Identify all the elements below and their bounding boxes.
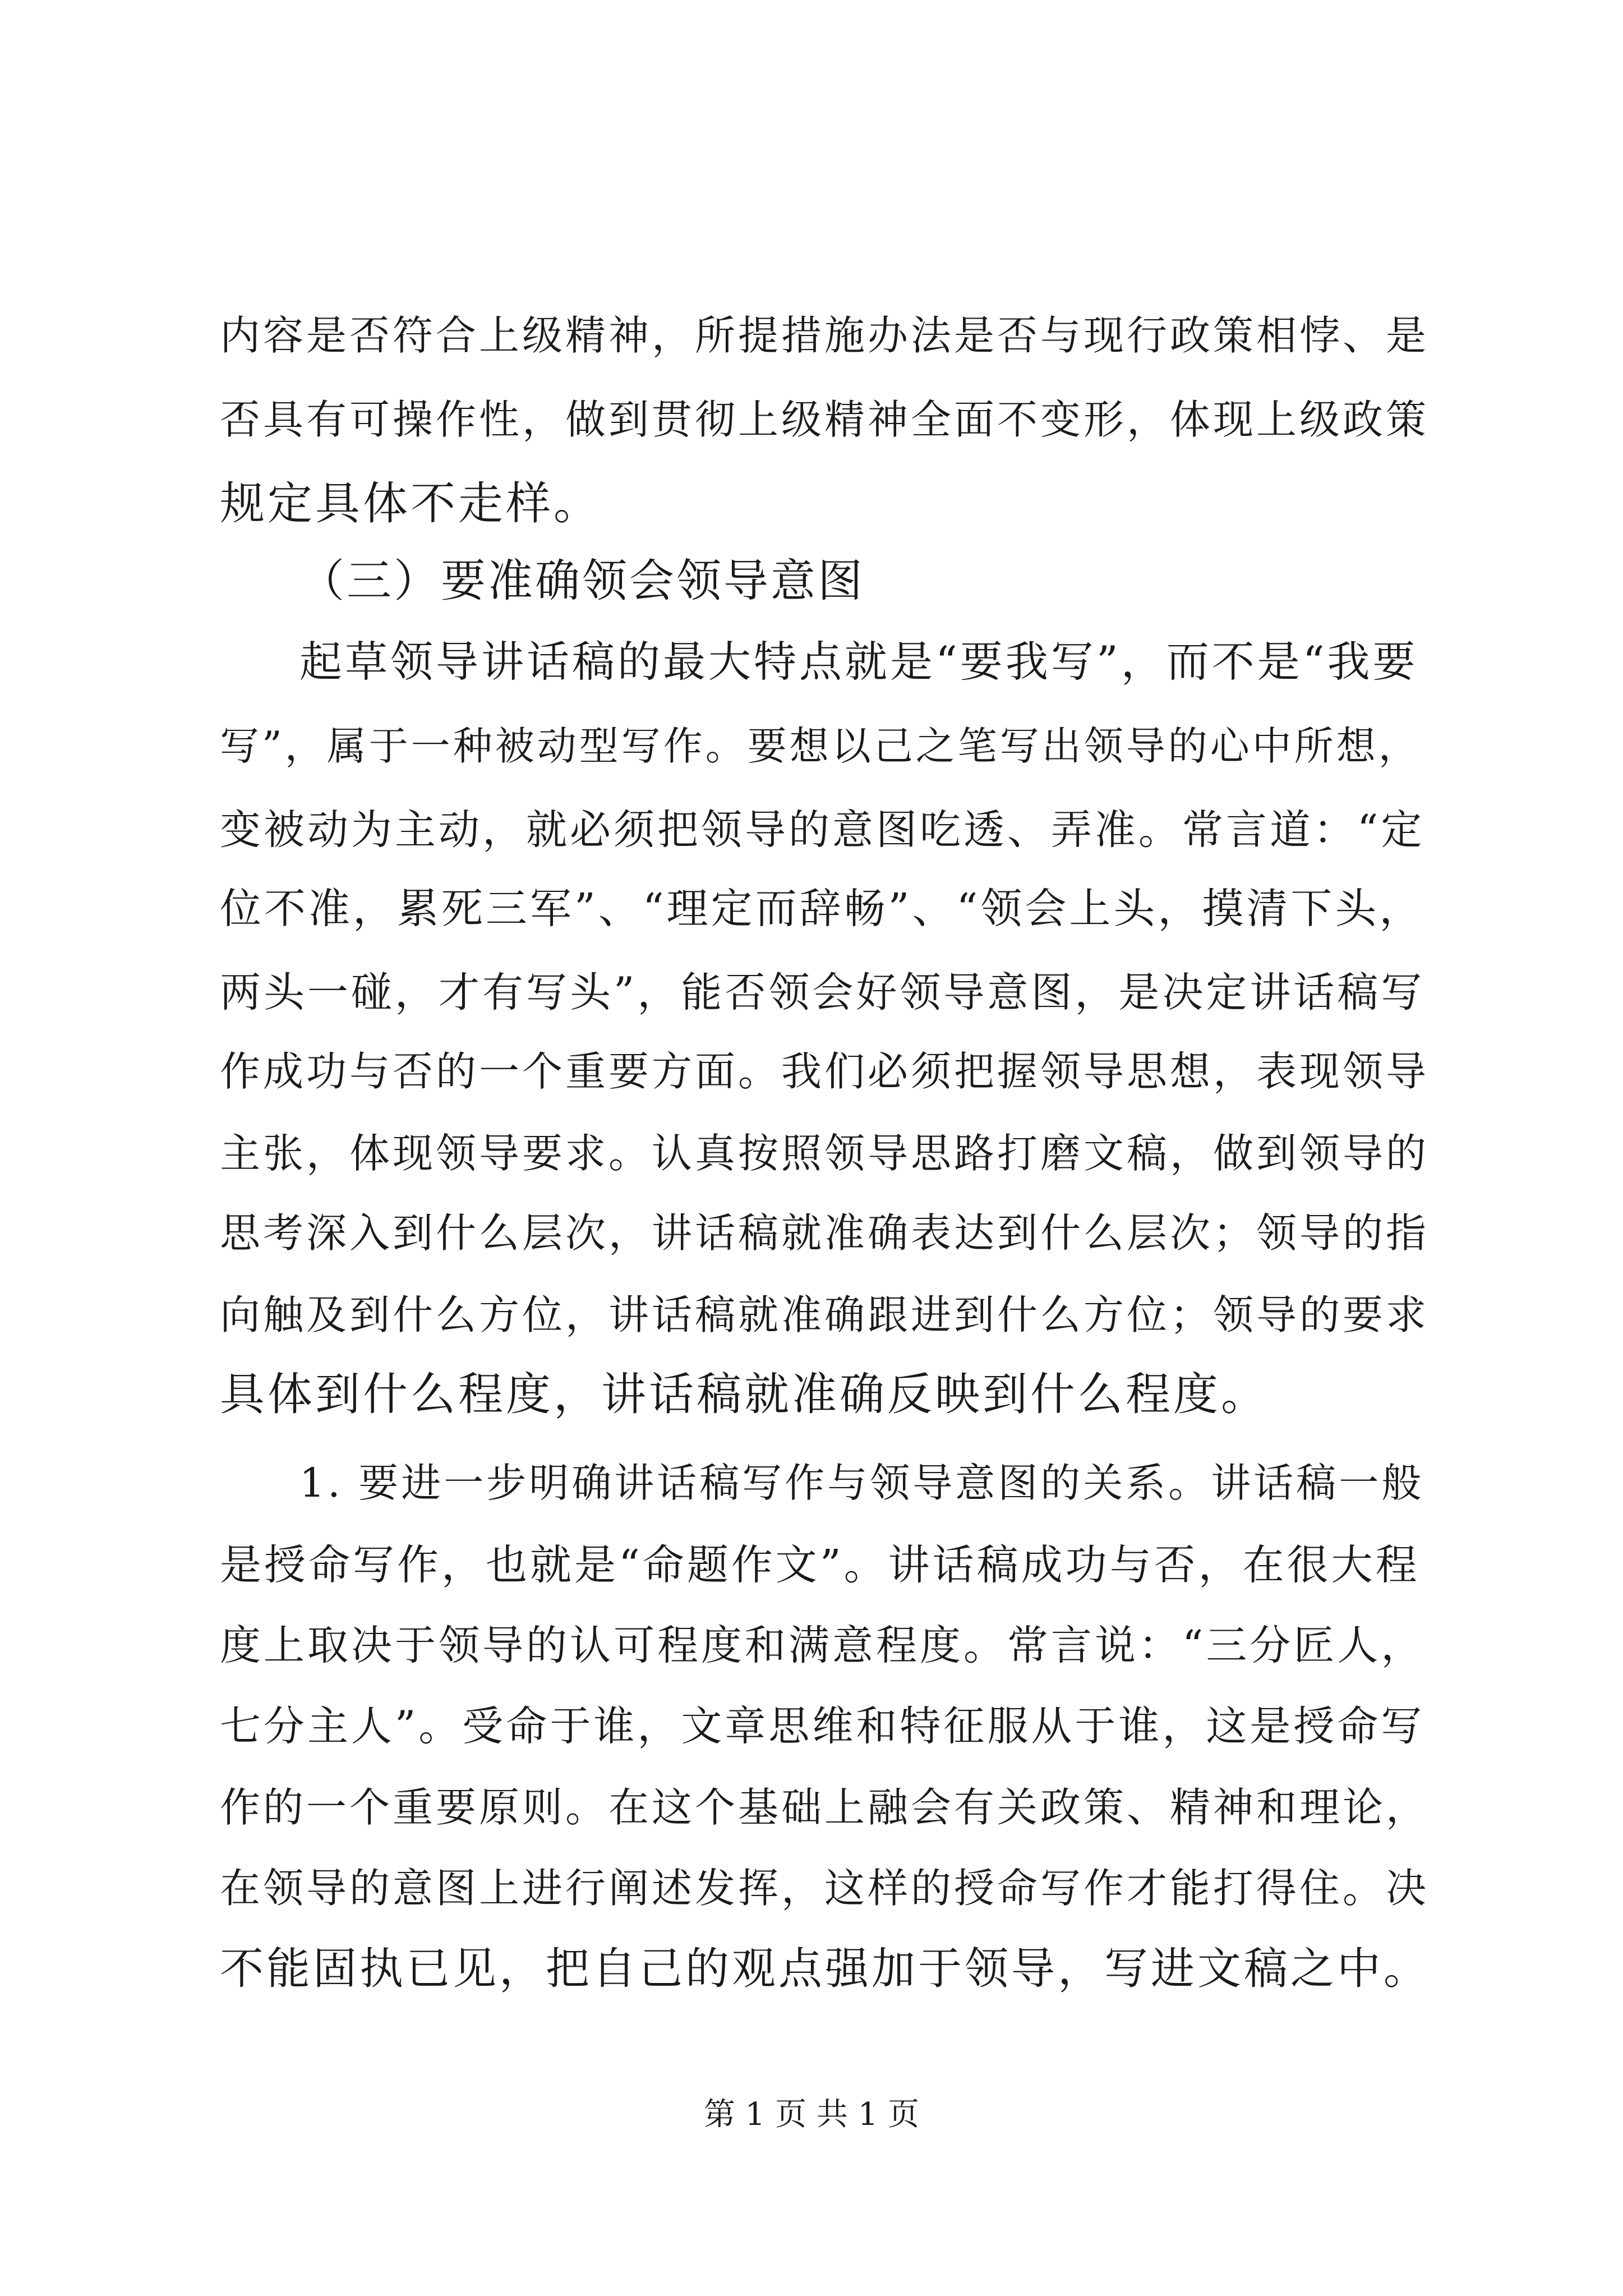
- para3-line-4: 七分主人”。受命于谁，文章思维和特征服从于谁，这是授命写: [220, 1703, 1425, 1750]
- para2-line-6: 作成功与否的一个重要方面。我们必须把握领导思想，表现领导: [220, 1048, 1430, 1095]
- para2-line-1: 起草领导讲话稿的最大特点就是“要我写”，而不是“我要: [299, 637, 1418, 687]
- para2-line-9: 向触及到什么方位，讲话稿就准确跟进到什么方位；领导的要求: [220, 1291, 1430, 1338]
- para3-line-5: 作的一个重要原则。在这个基础上融会有关政策、精神和理论，: [220, 1784, 1430, 1831]
- para3-line-6: 在领导的意图上进行阐述发挥，这样的授命写作才能打得住。决: [220, 1865, 1430, 1912]
- para2-line-5: 两头一碰，才有写头”，能否领会好领导意图，是决定讲话稿写: [220, 969, 1425, 1016]
- para2-line-8: 思考深入到什么层次，讲话稿就准确表达到什么层次；领导的指: [220, 1209, 1430, 1257]
- para1-line-2: 否具有可操作性，做到贯彻上级精神全面不变形，体现上级政策: [220, 396, 1430, 443]
- para3-line-1: 1. 要进一步明确讲话稿写作与领导意图的关系。讲话稿一般: [299, 1460, 1424, 1506]
- section-heading: （三）要准确领会领导意图: [299, 555, 865, 607]
- para2-line-3: 变被动为主动，就必须把领导的意图吃透、弄准。常言道：“定: [220, 806, 1425, 854]
- para2-line-7: 主张，体现领导要求。认真按照领导思路打磨文稿，做到领导的: [220, 1130, 1430, 1177]
- para1-line-3: 规定具体不走样。: [220, 477, 601, 530]
- para3-line-3: 度上取决于领导的认可程度和满意程度。常言说：“三分匠人，: [220, 1622, 1425, 1669]
- para3-line-7: 不能固执已见，把自己的观点强加于领导，写进文稿之中。: [220, 1944, 1431, 1994]
- para1-line-1: 内容是否符合上级精神，所提措施办法是否与现行政策相悖、是: [220, 312, 1430, 359]
- para2-line-2: 写”，属于一种被动型写作。要想以己之笔写出领导的心中所想，: [220, 723, 1421, 769]
- para2-line-4: 位不准，累死三军”、“理定而辞畅”、“领会上头，摸清下头，: [220, 885, 1424, 933]
- page-footer: 第 1 页 共 1 页: [703, 2096, 920, 2133]
- para3-line-2: 是授命写作，也就是“命题作文”。讲话稿成功与否，在很大程: [220, 1541, 1420, 1589]
- para2-line-10: 具体到什么程度，讲话稿就准确反映到什么程度。: [220, 1368, 1269, 1420]
